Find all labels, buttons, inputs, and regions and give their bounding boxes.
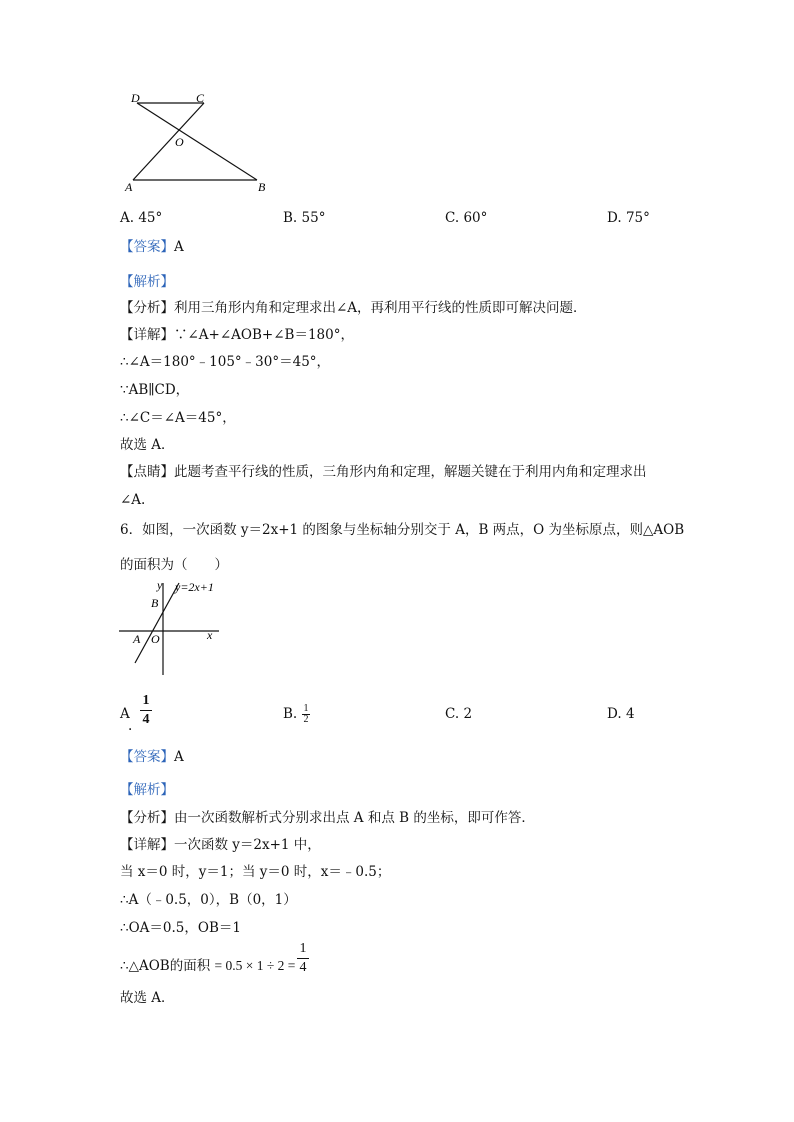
- q6-option-a-letter: A: [120, 706, 130, 722]
- point-b-label: B: [151, 596, 159, 610]
- label-o: O: [175, 135, 184, 149]
- q5-option-d: D. 75°: [607, 210, 650, 226]
- q5-option-b: B. 55°: [283, 210, 326, 226]
- q6-analysis-tag: 【解析】: [120, 782, 174, 798]
- q5-xiangjie: 【详解】∵∠A+∠AOB+∠B＝180°，: [120, 327, 354, 343]
- line-equation-label: y=2x+1: [175, 580, 214, 594]
- q5-fenxi: 【分析】利用三角形内角和定理求出∠A，再利用平行线的性质即可解决问题．: [120, 300, 587, 316]
- label-d: D: [131, 91, 140, 105]
- axis-x-label: x: [207, 628, 213, 642]
- label-a: A: [125, 180, 133, 194]
- axis-y-label: y: [157, 578, 163, 592]
- q6-area-fraction: 1 4: [297, 941, 309, 976]
- q6-option-a-fraction: 1 4: [140, 693, 152, 728]
- q5-geometry-figure: [120, 90, 280, 200]
- q6-graph-figure: [115, 575, 245, 680]
- q5-step: ∵AB∥CD，: [120, 382, 190, 398]
- q5-dianjing-cont: ∠A.: [120, 492, 146, 508]
- q5-step: ∴∠A＝180°﹣105°﹣30°＝45°，: [120, 354, 331, 370]
- label-b: B: [258, 180, 266, 194]
- q6-step: ∴OA＝0.5，OB＝1: [120, 920, 241, 936]
- q6-area-line: ∴△AOB的面积 = 0.5 × 1 ÷ 2 =: [120, 958, 296, 974]
- q6-option-d: D. 4: [607, 706, 635, 722]
- q6-stem-cont: 的面积为（ ）: [120, 557, 228, 573]
- q6-option-a-dot: .: [128, 718, 133, 734]
- q6-step: ∴A（﹣0.5，0），B（0，1）: [120, 892, 297, 908]
- q6-stem: 6．如图，一次函数 y＝2x+1 的图象与坐标轴分别交于 A，B 两点，O 为坐标原点，则△AOB: [120, 522, 685, 538]
- q5-option-a: A. 45°: [120, 210, 163, 226]
- q6-answer: 【答案】A: [120, 749, 184, 765]
- q5-answer: 【答案】A: [120, 239, 184, 255]
- q6-xiangjie: 【详解】一次函数 y＝2x+1 中，: [120, 837, 321, 853]
- q5-option-c: C. 60°: [445, 210, 488, 226]
- q6-step: 当 x＝0 时，y＝1；当 y＝0 时，x＝﹣0.5；: [120, 864, 391, 880]
- q6-final: 故选 A．: [120, 990, 175, 1006]
- q5-step: 故选 A．: [120, 437, 175, 453]
- label-c: C: [196, 91, 205, 105]
- q5-dianjing: 【点睛】此题考查平行线的性质，三角形内角和定理，解题关键在于利用内角和定理求出: [120, 464, 647, 480]
- q6-fenxi: 【分析】由一次函数解析式分别求出点 A 和点 B 的坐标，即可作答．: [120, 810, 535, 826]
- q6-option-b-letter: B.: [283, 706, 298, 722]
- q5-step: ∴∠C＝∠A＝45°，: [120, 410, 236, 426]
- q5-analysis-tag: 【解析】: [120, 274, 174, 290]
- q6-option-c: C. 2: [445, 706, 473, 722]
- q6-option-b-fraction: 1 2: [303, 703, 309, 725]
- origin-label: O: [151, 632, 160, 646]
- point-a-label: A: [133, 632, 141, 646]
